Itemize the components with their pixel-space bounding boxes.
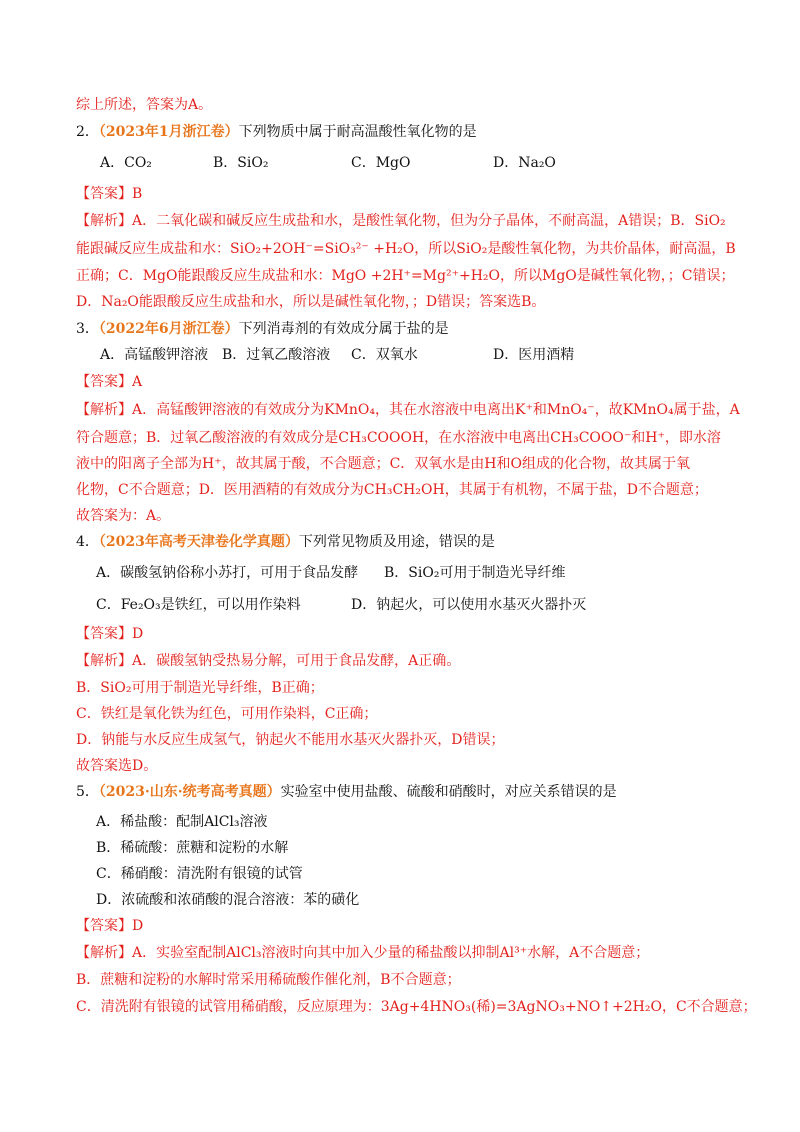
question-stem: 下列常见物质及用途，错误的是: [298, 534, 495, 550]
answer-value: B: [132, 186, 143, 202]
question-stem: 下列物质中属于耐高温酸性氧化物的是: [238, 124, 477, 140]
analysis-line-2: B．SiO₂可用于制造光导纤维，B正确；: [76, 680, 324, 696]
question-5: [76, 782, 617, 802]
option-d: D．Na₂O: [493, 155, 556, 171]
question-stem: 实验室中使用盐酸、硫酸和硝酸时，对应关系错误的是: [280, 784, 617, 800]
answer-label: 【答案】: [76, 186, 132, 202]
analysis-line-3: C．清洗附有银镜的试管用稀硝酸，反应原理为：3Ag+4HNO₃(稀)=3AgNO₃+NO↑+2H₂O，C不合题意；: [76, 999, 757, 1015]
answer-line: [76, 624, 143, 644]
option-c: C．稀硝酸：清洗附有银镜的试管: [96, 866, 303, 882]
answer-value: A: [132, 374, 143, 390]
answer-line: [76, 184, 142, 204]
analysis-text: A．二氧化碳和碱反应生成盐和水，是酸性氧化物，但为分子晶体，不耐高温，A错误；B．SiO₂: [132, 213, 726, 229]
question-source: （2023年1月浙江卷）: [98, 124, 239, 140]
option-d: D．医用酒精: [493, 347, 575, 363]
option-b: B．稀硫酸：蔗糖和淀粉的水解: [96, 840, 289, 856]
answer-value: D: [132, 918, 144, 934]
question-number: 3．: [76, 321, 99, 337]
option-d: D．钠起火，可以使用水基灭火器扑灭: [351, 597, 587, 613]
analysis-label: 【解析】: [76, 653, 132, 669]
analysis-text: A．碳酸氢钠受热易分解，可用于食品发酵，A正确。: [132, 653, 461, 669]
option-c: C．Fe₂O₃是铁红，可以用作染料: [96, 597, 301, 613]
option-b: B．SiO₂: [213, 155, 269, 171]
answer-value: D: [132, 626, 144, 642]
question-4: [76, 532, 495, 552]
question-number: 2．: [76, 124, 99, 140]
option-d: D．浓硫酸和浓硝酸的混合溶液：苯的磺化: [96, 892, 360, 908]
option-c: C．双氧水: [351, 347, 418, 363]
question-number: 5．: [76, 784, 99, 800]
option-c: C．MgO: [351, 155, 411, 171]
option-a: A．CO₂: [100, 155, 152, 171]
analysis-line-3: C．铁红是氧化铁为红色，可用作染料，C正确；: [76, 706, 378, 722]
analysis-line-3: 正确；C．MgO能跟酸反应生成盐和水：MgO +2H⁺=Mg²⁺+H₂O，所以MgO是碱性氧化物，；C错误；: [76, 268, 735, 284]
analysis-label: 【解析】: [76, 945, 132, 961]
analysis-line-4: D．Na₂O能跟酸反应生成盐和水，所以是碱性氧化物，；D错误；答案选B。: [76, 294, 546, 310]
analysis-line-1: [76, 943, 649, 963]
answer-label: 【答案】: [76, 374, 132, 390]
option-a: A．稀盐酸：配制AlCl₃溶液: [96, 814, 268, 830]
analysis-line-5: 故答案为：A。: [76, 508, 171, 524]
analysis-line-1: [76, 211, 726, 231]
analysis-line-3: 液中的阳离子全部为H⁺，故其属于酸，不合题意；C．双氧水是由H和O组成的化合物，故其属于氧: [76, 456, 690, 472]
question-3: [76, 319, 449, 339]
analysis-text: A．实验室配制AlCl₃溶液时向其中加入少量的稀盐酸以抑制Al³⁺水解，A不合题意；: [132, 945, 650, 961]
question-source: （2023年高考天津卷化学真题）: [98, 534, 299, 550]
question-2: [76, 122, 477, 142]
analysis-line-5: 故答案选D。: [76, 758, 158, 774]
analysis-label: 【解析】: [76, 213, 132, 229]
question-number: 4．: [76, 534, 99, 550]
analysis-line-4: 化物，C不合题意；D．医用酒精的有效成分为CH₃CH₂OH，其属于有机物，不属于盐，D不合题意；: [76, 482, 708, 498]
answer-label: 【答案】: [76, 918, 132, 934]
question-stem: 下列消毒剂的有效成分属于盐的是: [238, 321, 449, 337]
option-a: A．高锰酸钾溶液: [100, 347, 209, 363]
option-b: B．过氧乙酸溶液: [222, 347, 331, 363]
analysis-line-1: [76, 651, 460, 671]
summary-line: 综上所述，答案为A。: [76, 97, 213, 113]
option-a: A．碳酸氢钠俗称小苏打，可用于食品发酵: [96, 565, 359, 581]
answer-line: [76, 372, 142, 392]
analysis-text: A．高锰酸钾溶液的有效成分为KMnO₄，其在水溶液中电离出K⁺和MnO₄⁻，故KMnO₄属于盐，A: [132, 402, 740, 418]
analysis-line-2: 符合题意；B．过氧乙酸溶液的有效成分是CH₃COOOH，在水溶液中电离出CH₃COOO⁻和H⁺，即水溶: [76, 430, 721, 446]
analysis-line-2: B．蔗糖和淀粉的水解时常采用稀硫酸作催化剂，B不合题意；: [76, 972, 461, 988]
analysis-label: 【解析】: [76, 402, 132, 418]
analysis-line-4: D．钠能与水反应生成氢气，钠起火不能用水基灭火器扑灭，D错误；: [76, 732, 505, 748]
analysis-line-1: [76, 400, 740, 420]
analysis-line-2: 能跟碱反应生成盐和水：SiO₂+2OH⁻=SiO₃²⁻ +H₂O，所以SiO₂是酸性氧化物，为共价晶体，耐高温，B: [76, 241, 736, 257]
question-source: （2023·山东·统考高考真题）: [98, 784, 281, 800]
option-b: B．SiO₂可用于制造光导纤维: [384, 565, 566, 581]
answer-label: 【答案】: [76, 626, 132, 642]
question-source: （2022年6月浙江卷）: [98, 321, 239, 337]
answer-line: [76, 916, 143, 936]
